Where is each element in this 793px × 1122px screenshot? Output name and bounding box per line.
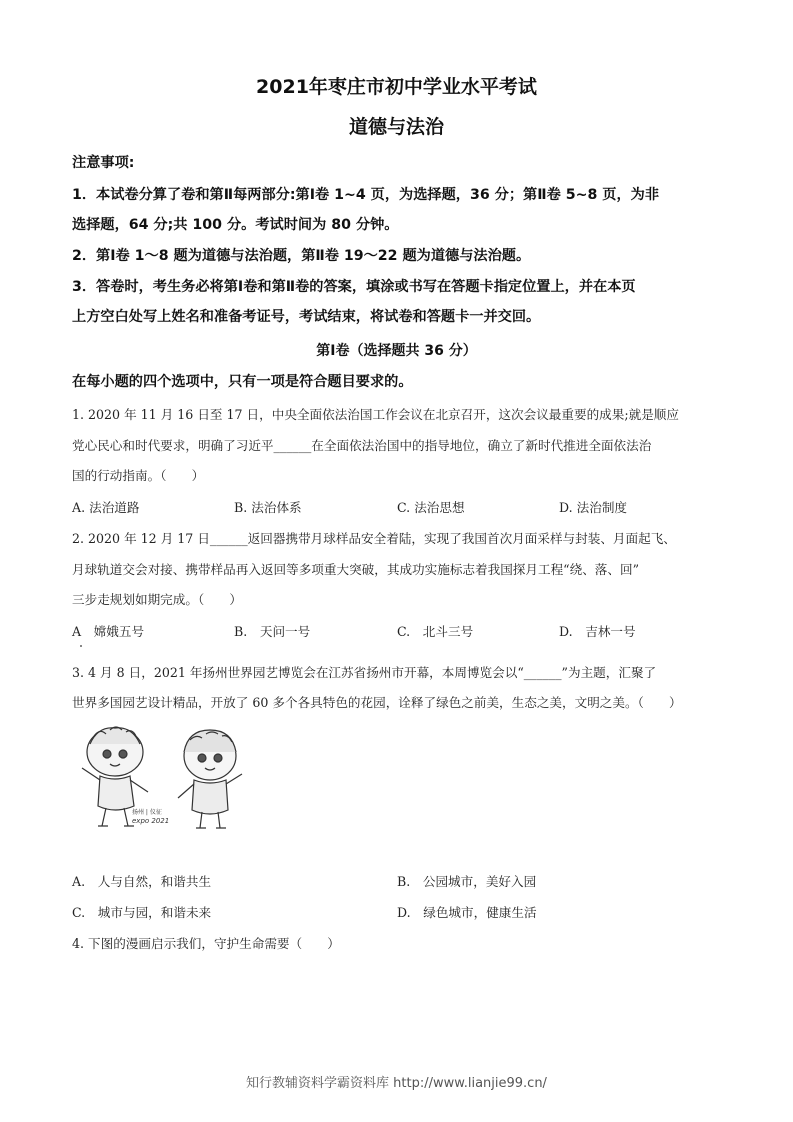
question-2-line-2: 月球轨道交会对接、携带样品再入返回等多项重大突破，其成功实施标志着我国探月工程“绕、落、回” <box>72 562 640 577</box>
question-4-line-1: 4. 下图的漫画启示我们，守护生命需要（ ） <box>72 936 340 951</box>
right-mascot <box>178 730 242 828</box>
question-1-option-c: C. 法治思想 <box>397 500 465 515</box>
notice-item-1-line-1: 1．本试卷分算了卷和第Ⅱ每两部分:第Ⅰ卷 1~4 页，为选择题，36 分；第Ⅱ卷 5~8 页，为非 <box>72 187 660 203</box>
svg-text:expo 2021: expo 2021 <box>132 817 170 825</box>
exam-subject: 道德与法治 <box>348 116 444 138</box>
expo-logo-text: 扬州 | 仪征 <box>132 809 162 816</box>
footer-watermark-link[interactable]: 知行教辅资料学霸资料库 http://www.lianjie99.cn/ <box>246 1076 547 1091</box>
question-2-line-1: 2. 2020 年 12 月 17 日______返回器携带月球样品安全着陆，实现了我国首次月面采样与封装、月面起飞、 <box>72 531 676 546</box>
notice-item-3-line-2: 上方空白处写上姓名和准备考证号，考试结束，将试卷和答题卡一并交回。 <box>72 309 541 325</box>
notice-item-2: 2．第Ⅰ卷 1～8 题为道德与法治题，第Ⅱ卷 19～22 题为道德与法治题。 <box>72 248 531 264</box>
mascots-illustration <box>70 722 260 837</box>
question-2-line-3: 三步走规划如期完成。（ ） <box>72 592 243 607</box>
notice-heading: 注意事项: <box>72 155 135 171</box>
section-title: 第Ⅰ卷（选择题共 36 分） <box>316 343 477 359</box>
question-3-line-1: 3. 4 月 8 日，2021 年扬州世界园艺博览会在江苏省扬州市开幕，本周博览会以“______”为主题，汇聚了 <box>72 665 657 680</box>
question-2-option-c: C. 北斗三号 <box>397 624 474 639</box>
question-3-line-2: 世界多国园艺设计精品，开放了 60 多个各具特色的花园，诠释了绿色之前美，生态之美，文明之美。（ ） <box>72 695 682 710</box>
notice-item-3-line-1: 3．答卷时，考生务必将第Ⅰ卷和第Ⅱ卷的答案，填涂或书写在答题卡指定位置上，并在本页 <box>72 279 636 295</box>
exam-title: 2021年枣庄市初中学业水平考试 <box>256 76 537 98</box>
question-1-line-1: 1. 2020 年 11 月 16 日至 17 日，中央全面依法治国工作会议在北京召开，这次会议最重要的成果;就是顺应 <box>72 407 679 422</box>
question-3-option-c: C. 城市与园，和谐未来 <box>72 905 212 920</box>
question-1-line-3: 国的行动指南。（ ） <box>72 468 205 483</box>
question-3-option-b: B. 公园城市，美好入园 <box>397 874 537 889</box>
question-1-option-a: A. 法治道路 <box>72 500 140 515</box>
expo-mascots-image <box>70 722 260 837</box>
question-2-option-a: A 嫦娥五号 <box>72 624 145 639</box>
question-1-option-b: B. 法治体系 <box>234 500 302 515</box>
question-3-option-d: D. 绿色城市，健康生活 <box>397 905 537 920</box>
question-3-option-a: A. 人与自然，和谐共生 <box>72 874 212 889</box>
question-1-option-d: D. 法治制度 <box>559 500 628 515</box>
question-2-option-d: D. 吉林一号 <box>559 624 636 639</box>
question-2-option-b: B. 天问一号 <box>234 624 311 639</box>
stray-mark <box>80 645 82 647</box>
question-1-line-2: 党心民心和时代要求，明确了习近平______在全面依法治国中的指导地位，确立了新时代推进全面依法治 <box>72 438 652 453</box>
notice-item-1-line-2: 选择题，64 分;共 100 分。考试时间为 80 分钟。 <box>72 217 399 233</box>
section-instruction: 在每小题的四个选项中，只有一项是符合题目要求的。 <box>72 374 413 390</box>
